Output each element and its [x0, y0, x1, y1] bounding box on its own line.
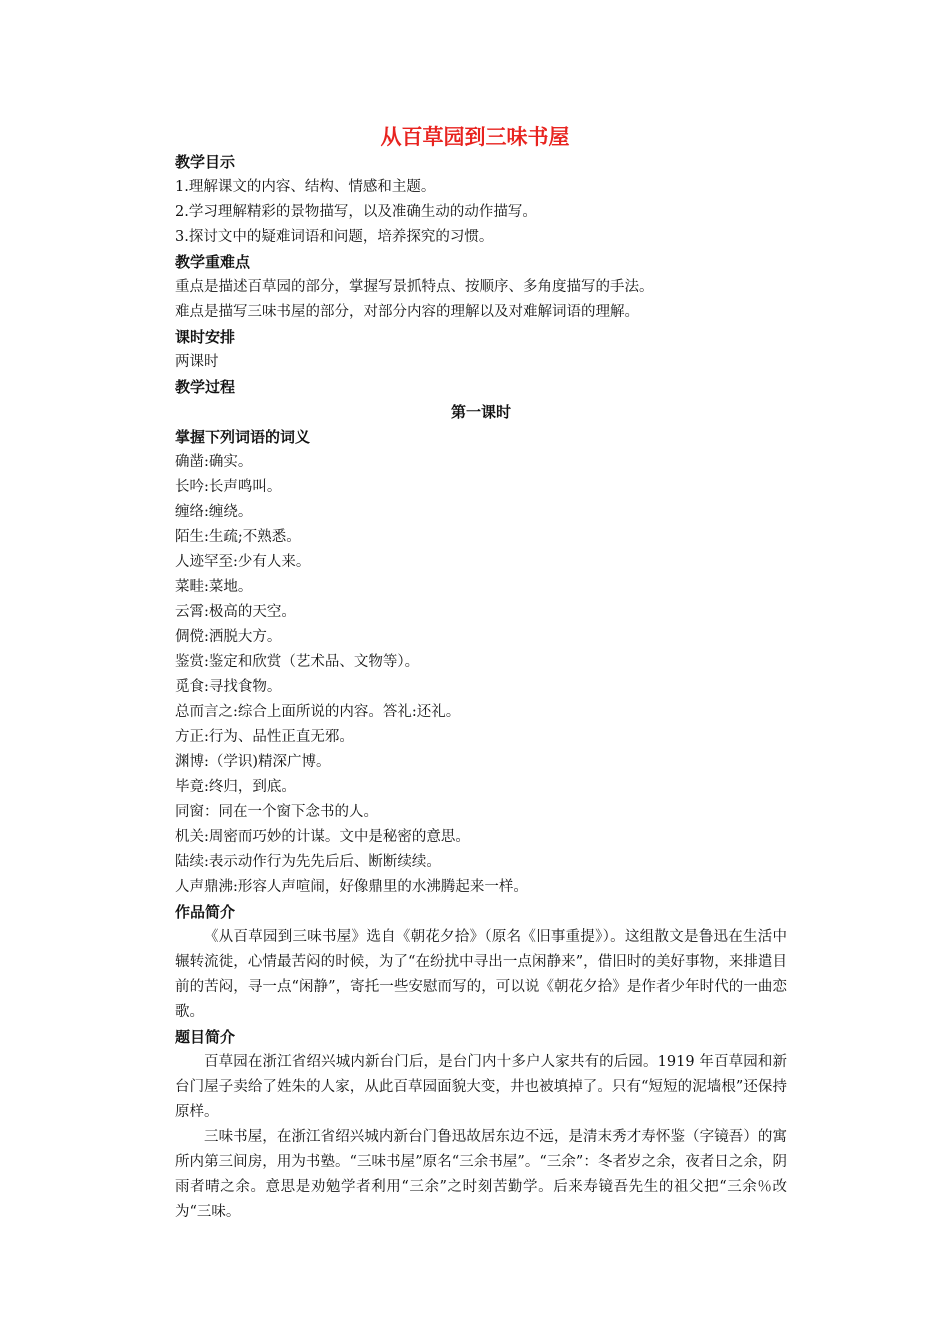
vocab-item: 菜畦:菜地。 [175, 579, 253, 595]
vocab-item: 陌生:生疏;不熟悉。 [175, 529, 301, 545]
vocab-item: 觅食:寻找食物。 [175, 679, 282, 695]
heading-work-intro: 作品简介 [175, 903, 236, 921]
heading-process: 教学过程 [175, 378, 236, 396]
heading-vocab: 掌握下列词语的词义 [175, 428, 311, 446]
objective-item: 1.理解课文的内容、结构、情感和主题。 [175, 179, 436, 195]
vocab-item: 人迹罕至:少有人来。 [175, 554, 311, 570]
heading-schedule: 课时安排 [175, 328, 236, 346]
vocab-item: 倜傥:洒脱大方。 [175, 629, 282, 645]
vocab-item: 陆续:表示动作行为先先后后、断断续续。 [175, 854, 441, 870]
objective-item: 2.学习理解精彩的景物描写，以及准确生动的动作描写。 [175, 204, 537, 220]
keypoint-item: 难点是描写三味书屋的部分，对部分内容的理解以及对难解词语的理解。 [175, 304, 639, 320]
heading-title-intro: 题目简介 [175, 1028, 236, 1046]
vocab-item: 渊博:（学识)精深广博。 [175, 754, 331, 770]
heading-objectives: 教学目示 [175, 153, 236, 171]
schedule-text: 两课时 [175, 354, 219, 370]
lesson-title: 第一课时 [450, 403, 511, 421]
vocab-item: 缠络:缠绕。 [175, 504, 253, 520]
vocab-item: 长吟:长声鸣叫。 [175, 479, 282, 495]
vocab-item: 机关:周密而巧妙的计谋。文中是秘密的意思。 [175, 829, 470, 845]
document-body [175, 150, 787, 1225]
heading-keypoints: 教学重难点 [175, 253, 251, 271]
title-intro-paragraph: 三味书屋，在浙江省绍兴城内新台门鲁迅故居东边不远，是清末秀才寿怀鉴（字镜吾）的寓所内第三间房，用为书塾。“三味书屋”原名“三余书屋”。“三余”：冬者岁之余，夜者日之余，阴雨者晴之余。意思是劝勉学者利用“三余”之时刻苦勤学。后来寿镜吾先生的祖父把“三余％改为“三味。 [175, 1129, 787, 1220]
vocab-item: 方正:行为、品性正直无邪。 [175, 729, 354, 745]
vocab-item: 鉴赏:鉴定和欣赏（艺术品、文物等）。 [175, 654, 420, 670]
vocab-item: 总而言之:综合上面所说的内容。答礼:还礼。 [175, 704, 461, 720]
objective-item: 3.探讨文中的疑难词语和问题，培养探究的习惯。 [175, 229, 494, 245]
vocab-item: 云霄:极高的天空。 [175, 604, 296, 620]
page-title: 从百草园到三味书屋 [380, 125, 570, 149]
vocab-item: 人声鼎沸:形容人声喧闹，好像鼎里的水沸腾起来一样。 [175, 879, 528, 895]
keypoint-item: 重点是描述百草园的部分，掌握写景抓特点、按顺序、多角度描写的手法。 [175, 279, 654, 295]
work-intro-paragraph: 《从百草园到三味书屋》选自《朝花夕拾》（原名《旧事重提》）。这组散文是鲁迅在生活中辗转流徙，心情最苦闷的时候，为了“在纷扰中寻出一点闲静来”，借旧时的美好事物，来排遣目前的苦闷，寻一点“闲静”，寄托一些安慰而写的，可以说《朝花夕拾》是作者少年时代的一曲恋歌。 [175, 929, 787, 1020]
vocab-item: 同窗：同在一个窗下念书的人。 [175, 804, 378, 820]
title-intro-paragraph: 百草园在浙江省绍兴城内新台门后，是台门内十多户人家共有的后园。1919 年百草园和新台门屋子卖给了姓朱的人家，从此百草园面貌大变，井也被填掉了。只有“短短的泥墙根”还保持原样。 [175, 1054, 787, 1120]
vocab-item: 确凿:确实。 [175, 454, 253, 470]
vocab-item: 毕竟:终归，到底。 [175, 779, 296, 795]
